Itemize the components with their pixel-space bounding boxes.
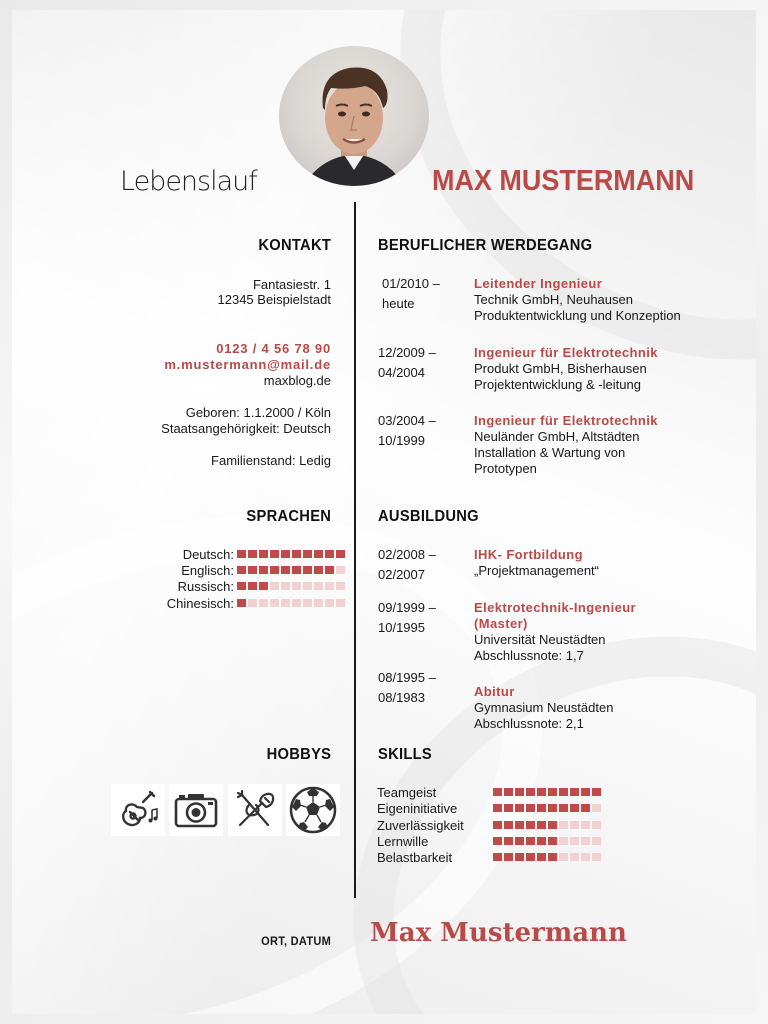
rating-dot-empty xyxy=(581,821,590,829)
rating-dot-filled xyxy=(526,837,535,845)
career-date-to: 10/1999 xyxy=(378,433,425,448)
rating-dot-filled xyxy=(281,566,290,574)
rating-dot-empty xyxy=(581,853,590,861)
heading-education: AUSBILDUNG xyxy=(378,508,479,525)
career-date-from: 01/2010 – xyxy=(382,276,440,291)
education-date-to: 02/2007 xyxy=(378,567,425,582)
education-title: Abitur xyxy=(474,684,515,699)
rating-dot-filled xyxy=(248,566,257,574)
signature: Max Mustermann xyxy=(370,918,627,948)
career-line: Installation & Wartung von xyxy=(474,445,626,460)
rating-dot-empty xyxy=(292,599,301,607)
career-date-to: heute xyxy=(382,296,415,311)
rating-dot-filled xyxy=(581,804,590,812)
heading-career: BERUFLICHER WERDEGANG xyxy=(378,237,593,254)
rating-dot-filled xyxy=(493,804,502,812)
rating-dot-filled xyxy=(559,788,568,796)
rating-dot-empty xyxy=(570,853,579,861)
rating-dot-filled xyxy=(548,788,557,796)
rating-dot-filled xyxy=(237,566,246,574)
rating-dot-empty xyxy=(281,599,290,607)
rating-dot-filled xyxy=(493,837,502,845)
football-icon xyxy=(286,784,340,836)
rating-dot-empty xyxy=(325,582,334,590)
skill-row xyxy=(377,784,617,800)
rating-dot-filled xyxy=(325,550,334,558)
heading-languages: SPRACHEN xyxy=(246,508,331,525)
language-rating xyxy=(237,566,345,574)
education-date-from: 09/1999 – xyxy=(378,600,436,615)
rating-dot-filled xyxy=(504,821,513,829)
rating-dot-empty xyxy=(592,853,601,861)
rating-dot-filled xyxy=(537,837,546,845)
rating-dot-empty xyxy=(336,566,345,574)
rating-dot-filled xyxy=(237,550,246,558)
rating-dot-empty xyxy=(303,582,312,590)
rating-dot-empty xyxy=(259,599,268,607)
rating-dot-empty xyxy=(592,804,601,812)
language-rating xyxy=(237,599,345,607)
rating-dot-filled xyxy=(548,804,557,812)
education-line: Universität Neustädten xyxy=(474,632,606,647)
rating-dot-filled xyxy=(537,821,546,829)
rating-dot-empty xyxy=(592,837,601,845)
rating-dot-empty xyxy=(270,582,279,590)
career-line: Neuländer GmbH, Altstädten xyxy=(474,429,640,444)
rating-dot-filled xyxy=(537,788,546,796)
rating-dot-filled xyxy=(248,582,257,590)
rating-dot-filled xyxy=(537,853,546,861)
rating-dot-filled xyxy=(504,788,513,796)
education-title: IHK- Fortbildung xyxy=(474,547,583,562)
rating-dot-filled xyxy=(537,804,546,812)
document-label: Lebenslauf xyxy=(120,166,257,197)
rating-dot-filled xyxy=(303,566,312,574)
rating-dot-empty xyxy=(559,821,568,829)
rating-dot-empty xyxy=(581,837,590,845)
skill-label: Belastbarkeit xyxy=(377,849,453,865)
skill-row xyxy=(377,800,617,816)
rating-dot-empty xyxy=(325,599,334,607)
education-date-to: 10/1995 xyxy=(378,620,425,635)
education-date-from: 08/1995 – xyxy=(378,670,436,685)
rating-dot-filled xyxy=(526,788,535,796)
career-date-to: 04/2004 xyxy=(378,365,425,380)
column-divider xyxy=(354,202,356,898)
skill-row xyxy=(377,849,617,865)
skill-rating xyxy=(493,837,601,845)
rating-dot-filled xyxy=(237,599,246,607)
rating-dot-filled xyxy=(515,821,524,829)
rating-dot-filled xyxy=(592,788,601,796)
language-row xyxy=(178,578,345,594)
rating-dot-empty xyxy=(592,821,601,829)
education-line: „Projektmanagement“ xyxy=(474,563,599,578)
rating-dot-filled xyxy=(292,550,301,558)
rating-dot-empty xyxy=(559,853,568,861)
rating-dot-filled xyxy=(270,566,279,574)
career-title: Leitender Ingenieur xyxy=(474,276,603,291)
person-name-title: MAX MUSTERMANN xyxy=(432,165,695,197)
contact-citizenship: Staatsangehörigkeit: Deutsch xyxy=(161,421,331,436)
rating-dot-filled xyxy=(526,804,535,812)
skill-rating xyxy=(493,853,601,861)
contact-marital-status: Familienstand: Ledig xyxy=(211,453,331,468)
profile-photo xyxy=(279,46,429,186)
career-line: Produkt GmbH, Bisherhausen xyxy=(474,361,647,376)
contact-email[interactable]: m.mustermann@mail.de xyxy=(164,357,331,372)
language-label: Deutsch: xyxy=(182,546,234,562)
contact-phone[interactable]: 0123 / 4 56 78 90 xyxy=(216,341,331,356)
rating-dot-filled xyxy=(270,550,279,558)
contact-blog[interactable]: maxblog.de xyxy=(263,373,331,388)
skill-row xyxy=(377,833,617,849)
skill-label: Teamgeist xyxy=(377,784,437,800)
language-label: Chinesisch: xyxy=(166,595,234,611)
rating-dot-filled xyxy=(504,853,513,861)
education-line: Abschlussnote: 1,7 xyxy=(474,648,584,663)
rating-dot-empty xyxy=(559,837,568,845)
rating-dot-empty xyxy=(270,599,279,607)
rating-dot-empty xyxy=(570,821,579,829)
career-title: Ingenieur für Elektrotechnik xyxy=(474,413,658,428)
rating-dot-filled xyxy=(314,566,323,574)
rating-dot-empty xyxy=(281,582,290,590)
rating-dot-empty xyxy=(336,582,345,590)
rating-dot-filled xyxy=(504,837,513,845)
contact-born: Geboren: 1.1.2000 / Köln xyxy=(185,405,331,420)
rating-dot-empty xyxy=(314,599,323,607)
heading-hobbies: HOBBYS xyxy=(266,746,331,763)
skill-label: Zuverlässigkeit xyxy=(377,817,464,833)
rating-dot-empty xyxy=(314,582,323,590)
place-date-label: ORT, DATUM xyxy=(260,934,331,948)
guitar-icon xyxy=(111,784,165,836)
skill-rating xyxy=(493,821,601,829)
education-line: Gymnasium Neustädten xyxy=(474,700,614,715)
career-line: Projektentwicklung & -leitung xyxy=(474,377,641,392)
kitchen-utensils-icon xyxy=(228,784,282,836)
rating-dot-filled xyxy=(548,853,557,861)
career-line: Technik GmbH, Neuhausen xyxy=(474,292,633,307)
contact-street: Fantasiestr. 1 xyxy=(252,277,331,292)
rating-dot-filled xyxy=(314,550,323,558)
rating-dot-filled xyxy=(526,821,535,829)
language-row xyxy=(183,546,345,562)
rating-dot-filled xyxy=(303,550,312,558)
rating-dot-filled xyxy=(581,788,590,796)
career-line: Produktentwicklung und Konzeption xyxy=(474,308,681,323)
rating-dot-filled xyxy=(515,837,524,845)
career-title: Ingenieur für Elektrotechnik xyxy=(474,345,658,360)
rating-dot-filled xyxy=(493,788,502,796)
rating-dot-empty xyxy=(248,599,257,607)
rating-dot-filled xyxy=(248,550,257,558)
skill-label: Eigeninitiative xyxy=(377,800,458,816)
skill-row xyxy=(377,817,617,833)
contact-city: 12345 Beispielstadt xyxy=(217,292,331,307)
rating-dot-filled xyxy=(515,853,524,861)
rating-dot-filled xyxy=(515,788,524,796)
language-label: Russisch: xyxy=(177,578,234,594)
education-date-from: 02/2008 – xyxy=(378,547,436,562)
camera-icon xyxy=(169,784,223,836)
rating-dot-filled xyxy=(281,550,290,558)
rating-dot-filled xyxy=(493,853,502,861)
education-date-to: 08/1983 xyxy=(378,690,425,705)
rating-dot-filled xyxy=(570,788,579,796)
skill-rating xyxy=(493,804,601,812)
rating-dot-filled xyxy=(493,821,502,829)
language-rating xyxy=(237,550,345,558)
rating-dot-filled xyxy=(570,804,579,812)
language-label: Englisch: xyxy=(181,562,234,578)
career-line: Prototypen xyxy=(474,461,537,476)
rating-dot-empty xyxy=(303,599,312,607)
rating-dot-filled xyxy=(559,804,568,812)
rating-dot-filled xyxy=(504,804,513,812)
rating-dot-filled xyxy=(336,550,345,558)
career-date-from: 12/2009 – xyxy=(378,345,436,360)
rating-dot-filled xyxy=(515,804,524,812)
career-date-from: 03/2004 – xyxy=(378,413,436,428)
education-title: Elektrotechnik-Ingenieur (Master) xyxy=(474,600,637,631)
language-row xyxy=(181,562,345,578)
rating-dot-empty xyxy=(292,582,301,590)
language-row xyxy=(167,595,345,611)
rating-dot-filled xyxy=(548,821,557,829)
rating-dot-filled xyxy=(237,582,246,590)
heading-contact: KONTAKT xyxy=(258,237,331,254)
rating-dot-filled xyxy=(526,853,535,861)
rating-dot-filled xyxy=(259,582,268,590)
rating-dot-filled xyxy=(259,550,268,558)
education-line: Abschlussnote: 2,1 xyxy=(474,716,584,731)
skill-label: Lernwille xyxy=(377,833,429,849)
rating-dot-empty xyxy=(570,837,579,845)
rating-dot-filled xyxy=(548,837,557,845)
heading-skills: SKILLS xyxy=(378,746,433,763)
rating-dot-empty xyxy=(336,599,345,607)
language-rating xyxy=(237,582,345,590)
rating-dot-filled xyxy=(292,566,301,574)
skill-rating xyxy=(493,788,601,796)
rating-dot-filled xyxy=(325,566,334,574)
rating-dot-filled xyxy=(259,566,268,574)
